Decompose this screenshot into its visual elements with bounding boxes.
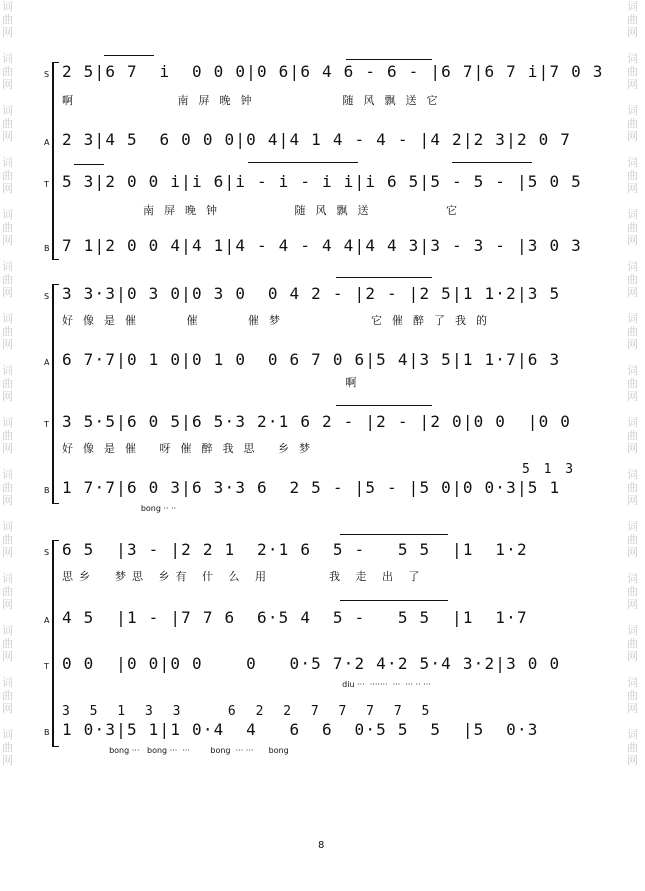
slur xyxy=(340,600,448,603)
notes: 3 3·3|0 3 0|0 3 0 0 4 2 - |2 - |2 5|1 1·2|3 5 xyxy=(62,284,561,303)
watermark-char: 词 xyxy=(627,416,638,429)
watermark-char xyxy=(2,299,16,312)
watermark-char: 词 xyxy=(627,624,638,637)
part-label: T xyxy=(44,662,49,671)
watermark-char xyxy=(627,195,641,208)
lyrics: 好像是催 催 催梦 它催醉了我的 xyxy=(62,314,497,327)
part-label: S xyxy=(44,548,50,557)
watermark-char: 网 xyxy=(627,130,638,143)
notes: 3 5·5|6 0 5|6 5·3 2·1 6 2 - |2 - |2 0|0 0 |0 0 xyxy=(62,412,572,431)
lyrics-row xyxy=(44,678,604,702)
lyrics: diu ··· ······· ··· ··· ·· ··· xyxy=(304,680,431,689)
watermark-char: 曲 xyxy=(627,741,638,754)
watermark-char xyxy=(2,39,16,52)
watermark-char: 曲 xyxy=(627,377,638,390)
watermark-char: 网 xyxy=(627,234,638,247)
watermark-char: 网 xyxy=(2,494,13,507)
watermark-right xyxy=(627,0,641,767)
watermark-char: 词 xyxy=(627,52,638,65)
watermark-char: 曲 xyxy=(2,325,13,338)
watermark-char: 网 xyxy=(627,182,638,195)
notes: 7 1|2 0 0 4|4 1|4 - 4 - 4 4|4 4 3|3 - 3 - |3 0 3 xyxy=(62,236,582,255)
watermark-char: 曲 xyxy=(627,169,638,182)
watermark-char: 词 xyxy=(2,468,13,481)
lyrics-row xyxy=(44,372,604,396)
watermark-char xyxy=(627,403,641,416)
part-label: B xyxy=(44,728,50,737)
watermark-char: 网 xyxy=(2,390,13,403)
lyrics: bong ··· bong ··· ··· bong ··· ··· bong xyxy=(104,746,289,755)
part-label: B xyxy=(44,486,50,495)
staff-row-tenor xyxy=(44,172,604,196)
watermark-char xyxy=(2,455,16,468)
watermark-char: 词 xyxy=(2,104,13,117)
watermark-char xyxy=(627,715,641,728)
lyrics-row xyxy=(44,88,604,112)
watermark-char: 词 xyxy=(2,624,13,637)
slur xyxy=(336,405,432,408)
notes: 2 5|6 7 i 0 0 0|0 6|6 4 6 - 6 - |6 7|6 7 i|7 0 3 xyxy=(62,62,604,81)
watermark-char xyxy=(2,507,16,520)
part-label: S xyxy=(44,292,50,301)
notes: 4 5 |1 - |7 7 6 6·5 4 5 - 5 5 |1 1·7 xyxy=(62,608,528,627)
watermark-char: 词 xyxy=(2,208,13,221)
watermark-char: 词 xyxy=(2,520,13,533)
watermark-char: 网 xyxy=(627,78,638,91)
lyrics: 啊 xyxy=(62,376,367,389)
part-label: A xyxy=(44,358,50,367)
watermark-char xyxy=(627,559,641,572)
watermark-char: 网 xyxy=(627,286,638,299)
staff-row-alto xyxy=(44,608,604,632)
watermark-char xyxy=(2,351,16,364)
watermark-char: 词 xyxy=(2,156,13,169)
notes: 2 3|4 5 6 0 0 0|0 4|4 1 4 - 4 - |4 2|2 3|2 0 7 xyxy=(62,130,572,149)
staff-row-bass xyxy=(44,720,604,744)
staff-row-alto xyxy=(44,130,604,154)
watermark-char: 网 xyxy=(627,442,638,455)
watermark-char: 曲 xyxy=(2,585,13,598)
lyrics-row xyxy=(44,744,604,768)
watermark-char: 曲 xyxy=(2,169,13,182)
slur xyxy=(104,55,154,58)
watermark-char xyxy=(2,559,16,572)
watermark-char: 网 xyxy=(2,598,13,611)
watermark-char: 词 xyxy=(2,676,13,689)
watermark-char: 网 xyxy=(2,546,13,559)
watermark-char: 网 xyxy=(2,650,13,663)
watermark-char xyxy=(2,91,16,104)
watermark-char: 曲 xyxy=(627,273,638,286)
watermark-char: 曲 xyxy=(2,377,13,390)
watermark-char: 网 xyxy=(2,754,13,767)
watermark-char: 曲 xyxy=(627,429,638,442)
watermark-char xyxy=(627,351,641,364)
part-label: A xyxy=(44,138,50,147)
watermark-char xyxy=(2,715,16,728)
watermark-char: 词 xyxy=(2,260,13,273)
watermark-char: 词 xyxy=(627,104,638,117)
part-label: B xyxy=(44,244,50,253)
watermark-char: 词 xyxy=(627,468,638,481)
watermark-char: 曲 xyxy=(2,637,13,650)
watermark-char: 曲 xyxy=(2,741,13,754)
lyrics: bong ·· ·· xyxy=(62,504,177,513)
part-label: T xyxy=(44,420,49,429)
slur xyxy=(346,59,432,62)
notes: 6 5 |3 - |2 2 1 2·1 6 5 - 5 5 |1 1·2 xyxy=(62,540,528,559)
watermark-char: 网 xyxy=(2,130,13,143)
bass-upper-notes: 5 1 3 xyxy=(522,462,577,477)
watermark-char: 曲 xyxy=(2,221,13,234)
watermark-char: 网 xyxy=(627,702,638,715)
watermark-char: 词 xyxy=(2,728,13,741)
watermark-char xyxy=(627,39,641,52)
watermark-char xyxy=(627,247,641,260)
watermark-char: 曲 xyxy=(627,65,638,78)
watermark-char: 曲 xyxy=(627,481,638,494)
watermark-char: 词 xyxy=(627,156,638,169)
watermark-char: 网 xyxy=(627,26,638,39)
watermark-char: 词 xyxy=(2,572,13,585)
bass-upper-notes: 3 5 1 3 3 6 2 2 7 7 7 7 5 xyxy=(62,704,436,719)
watermark-char: 曲 xyxy=(2,429,13,442)
watermark-char: 词 xyxy=(627,520,638,533)
notes: 0 0 |0 0|0 0 0 0·5 7·2 4·2 5·4 3·2|3 0 0 xyxy=(62,654,561,673)
staff-row-bass xyxy=(44,236,604,260)
watermark-char xyxy=(627,455,641,468)
watermark-char: 词 xyxy=(627,208,638,221)
watermark-char: 词 xyxy=(627,728,638,741)
slur xyxy=(248,162,358,165)
slur xyxy=(340,534,448,537)
watermark-char: 曲 xyxy=(2,689,13,702)
watermark-char xyxy=(2,247,16,260)
slur xyxy=(452,162,532,165)
lyrics-row xyxy=(44,308,604,332)
staff-row-soprano xyxy=(44,284,604,308)
lyrics-row xyxy=(44,502,604,526)
lyrics: 南屏晚钟 随风飘送 它 xyxy=(62,204,467,217)
watermark-char: 词 xyxy=(627,676,638,689)
watermark-char xyxy=(627,611,641,624)
part-label: A xyxy=(44,616,50,625)
watermark-char: 词 xyxy=(627,572,638,585)
watermark-char: 曲 xyxy=(627,637,638,650)
notes: 5 3|2 0 0 i|i 6|i - i - i i|i 6 5|5 - 5 - |5 0 5 xyxy=(62,172,582,191)
watermark-char xyxy=(627,507,641,520)
watermark-char: 词 xyxy=(627,0,638,13)
lyrics-row xyxy=(44,564,604,588)
watermark-char: 网 xyxy=(627,754,638,767)
watermark-char: 网 xyxy=(2,338,13,351)
staff-row-alto xyxy=(44,350,604,374)
lyrics: 好像是催 呀催醉我思 乡梦 xyxy=(62,442,320,455)
watermark-char: 曲 xyxy=(2,533,13,546)
watermark-char: 网 xyxy=(2,442,13,455)
watermark-char: 曲 xyxy=(2,273,13,286)
part-label: S xyxy=(44,70,50,79)
watermark-char xyxy=(627,299,641,312)
watermark-char: 网 xyxy=(627,390,638,403)
watermark-char: 网 xyxy=(2,286,13,299)
watermark-char: 词 xyxy=(627,312,638,325)
watermark-char: 曲 xyxy=(2,13,13,26)
lyrics: 思乡 梦思 乡有 什 么 用 我 走 出 了 xyxy=(62,570,426,583)
watermark-char: 网 xyxy=(627,598,638,611)
watermark-char xyxy=(2,195,16,208)
watermark-char xyxy=(2,403,16,416)
watermark-char: 词 xyxy=(627,260,638,273)
staff-row-soprano xyxy=(44,62,604,86)
watermark-char: 曲 xyxy=(2,65,13,78)
staff-row-bass xyxy=(44,478,604,502)
watermark-char: 曲 xyxy=(627,221,638,234)
staff-row-tenor xyxy=(44,654,604,678)
watermark-char: 词 xyxy=(2,416,13,429)
watermark-char: 词 xyxy=(2,312,13,325)
watermark-char: 曲 xyxy=(627,117,638,130)
watermark-char: 曲 xyxy=(627,13,638,26)
watermark-char xyxy=(2,611,16,624)
watermark-char: 曲 xyxy=(627,689,638,702)
watermark-char: 曲 xyxy=(627,325,638,338)
watermark-char: 曲 xyxy=(627,585,638,598)
watermark-char: 网 xyxy=(2,26,13,39)
watermark-char: 网 xyxy=(627,338,638,351)
lyrics: 啊 南屏晚钟 随风飘送它 xyxy=(62,94,448,107)
watermark-char: 网 xyxy=(2,234,13,247)
watermark-char: 网 xyxy=(627,650,638,663)
lyrics-row xyxy=(44,436,604,460)
part-label: T xyxy=(44,180,49,189)
staff-row-soprano xyxy=(44,540,604,564)
slur xyxy=(74,164,104,167)
watermark-char: 词 xyxy=(2,364,13,377)
watermark-char xyxy=(2,143,16,156)
watermark-char: 网 xyxy=(2,702,13,715)
watermark-char: 词 xyxy=(627,364,638,377)
watermark-char xyxy=(2,663,16,676)
watermark-char: 词 xyxy=(2,0,13,13)
lyrics-row xyxy=(44,198,604,222)
watermark-char: 曲 xyxy=(2,117,13,130)
watermark-char: 网 xyxy=(627,546,638,559)
watermark-char xyxy=(627,91,641,104)
watermark-char: 曲 xyxy=(627,533,638,546)
page-number: 8 xyxy=(318,840,325,851)
watermark-char: 网 xyxy=(2,182,13,195)
notes: 1 0·3|5 1|1 0·4 4 6 6 0·5 5 5 |5 0·3 xyxy=(62,720,539,739)
watermark-char: 网 xyxy=(2,78,13,91)
slur xyxy=(336,277,432,280)
watermark-char xyxy=(627,143,641,156)
notes: 1 7·7|6 0 3|6 3·3 6 2 5 - |5 - |5 0|0 0·3|5 1 xyxy=(62,478,561,497)
watermark-char xyxy=(627,663,641,676)
watermark-left xyxy=(2,0,16,767)
watermark-char: 词 xyxy=(2,52,13,65)
watermark-char: 曲 xyxy=(2,481,13,494)
notes: 6 7·7|0 1 0|0 1 0 0 6 7 0 6|5 4|3 5|1 1·7|6 3 xyxy=(62,350,561,369)
watermark-char: 网 xyxy=(627,494,638,507)
staff-row-tenor xyxy=(44,412,604,436)
